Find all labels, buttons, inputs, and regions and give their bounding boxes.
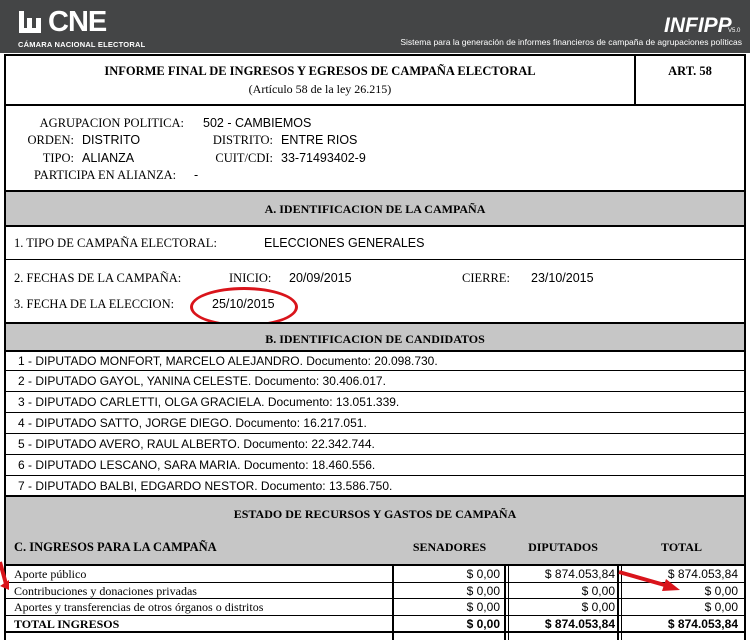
- cierre-label: CIERRE:: [462, 271, 510, 285]
- table-row-line: [4, 615, 746, 616]
- section-c-heading: C. INGRESOS PARA LA CAMPAÑA: [14, 540, 217, 554]
- agrupacion-label: AGRUPACION POLITICA:: [39, 116, 184, 130]
- left-arrow-icon: [0, 562, 9, 590]
- tipo-value: ALIANZA: [82, 151, 135, 165]
- row-label: Contribuciones y donaciones privadas: [14, 584, 197, 598]
- candidate-row-divider: [4, 350, 746, 352]
- candidate-row-divider: [4, 433, 746, 434]
- app-version: V5.0: [728, 28, 741, 34]
- cne-logo-text: CNE: [48, 6, 107, 38]
- total-ingresos-label: TOTAL INGRESOS: [14, 617, 120, 631]
- cierre-value: 23/10/2015: [531, 271, 594, 285]
- cne-logo-subtitle: CÁMARA NACIONAL ELECTORAL: [18, 40, 146, 49]
- total-total: $ 874.053,84: [667, 617, 738, 631]
- cuit-value: 33-71493402-9: [281, 151, 366, 165]
- campaign-type-value: ELECCIONES GENERALES: [264, 236, 425, 250]
- candidate-row: 2 - DIPUTADO GAYOL, YANINA CELESTE. Documento: 30.406.017.: [18, 374, 386, 388]
- candidate-row: 6 - DIPUTADO LESCANO, SARA MARIA. Documento: 18.460.556.: [18, 458, 376, 472]
- campaign-dates-label: 2. FECHAS DE LA CAMPAÑA:: [14, 271, 182, 285]
- orden-value: DISTRITO: [82, 133, 141, 147]
- campaign-type-label: 1. TIPO DE CAMPAÑA ELECTORAL:: [14, 236, 217, 250]
- col-total: TOTAL: [661, 540, 702, 554]
- election-date-label: 3. FECHA DE LA ELECCION:: [14, 297, 175, 311]
- candidate-row-divider: [4, 475, 746, 476]
- app-name: INFIPP: [664, 14, 732, 37]
- candidate-row: 3 - DIPUTADO CARLETTI, OLGA GRACIELA. Documento: 13.051.339.: [18, 395, 400, 409]
- distrito-label: DISTRITO:: [212, 133, 273, 147]
- candidate-row-divider: [4, 412, 746, 413]
- section-b-heading: B. IDENTIFICACION DE CANDIDATOS: [265, 332, 485, 346]
- section-a-heading: A. IDENTIFICACION DE LA CAMPAÑA: [264, 202, 486, 216]
- distrito-value: ENTRE RIOS: [281, 133, 358, 147]
- system-description: Sistema para la generación de informes financieros de campaña de agrupaciones políticas: [400, 37, 742, 47]
- row-senadores: $ 0,00: [466, 584, 500, 598]
- inicio-value: 20/09/2015: [289, 271, 352, 285]
- row-diputados: $ 874.053,84: [544, 567, 615, 581]
- candidate-row: 1 - DIPUTADO MONFORT, MARCELO ALEJANDRO. Documento: 20.098.730.: [18, 354, 438, 368]
- row-senadores: $ 0,00: [466, 567, 500, 581]
- total-diputados: $ 874.053,84: [544, 617, 615, 631]
- arrow-annotations: [0, 560, 750, 600]
- title-divider: [634, 54, 636, 105]
- title-bottom: [4, 104, 746, 106]
- participa-value: -: [194, 168, 199, 182]
- estado-heading: ESTADO DE RECURSOS Y GASTOS DE CAMPAÑA: [233, 507, 517, 521]
- row-diputados: $ 0,00: [581, 584, 615, 598]
- total-senadores: $ 0,00: [466, 617, 500, 631]
- row-diputados: $ 0,00: [581, 600, 615, 614]
- row-senadores: $ 0,00: [466, 600, 500, 614]
- frame-right: [744, 54, 746, 640]
- candidate-row-divider: [4, 391, 746, 392]
- section-a-divider: [4, 259, 746, 260]
- candidate-row-divider: [4, 454, 746, 455]
- candidate-row-divider: [4, 370, 746, 371]
- participa-label: PARTICIPA EN ALIANZA:: [34, 168, 177, 182]
- report-title: INFORME FINAL DE INGRESOS Y EGRESOS DE CAMPAÑA ELECTORAL: [104, 64, 536, 78]
- candidate-row: 5 - DIPUTADO AVERO, RAUL ALBERTO. Documento: 22.342.744.: [18, 437, 375, 451]
- red-circle-annotation: [190, 287, 298, 327]
- row-label: Aportes y transferencias de otros órganos o distritos: [14, 600, 264, 614]
- col-senadores: SENADORES: [412, 540, 487, 554]
- orden-label: ORDEN:: [27, 133, 74, 147]
- inicio-label: INICIO:: [229, 271, 272, 285]
- article-number: ART. 58: [668, 64, 712, 78]
- cuit-label: CUIT/CDI:: [215, 151, 273, 165]
- row-total: $ 0,00: [704, 584, 738, 598]
- report-subtitle: (Artículo 58 de la ley 26.215): [248, 82, 392, 96]
- row-total: $ 0,00: [704, 600, 738, 614]
- row-total: $ 874.053,84: [667, 567, 738, 581]
- section-a-bottom: [4, 225, 746, 227]
- row-label: Aporte público: [14, 567, 87, 581]
- col-diputados: DIPUTADOS: [528, 540, 598, 554]
- tipo-label: TIPO:: [42, 151, 74, 165]
- candidate-row: 4 - DIPUTADO SATTO, JORGE DIEGO. Documento: 16.217.051.: [18, 416, 367, 430]
- cne-logo-icon: [18, 10, 42, 34]
- candidate-row: 7 - DIPUTADO BALBI, EDGARDO NESTOR. Documento: 13.586.750.: [18, 479, 393, 493]
- right-arrow-icon: [619, 572, 680, 591]
- election-date-value: 25/10/2015: [212, 297, 275, 311]
- agrupacion-value: 502 - CAMBIEMOS: [203, 116, 312, 130]
